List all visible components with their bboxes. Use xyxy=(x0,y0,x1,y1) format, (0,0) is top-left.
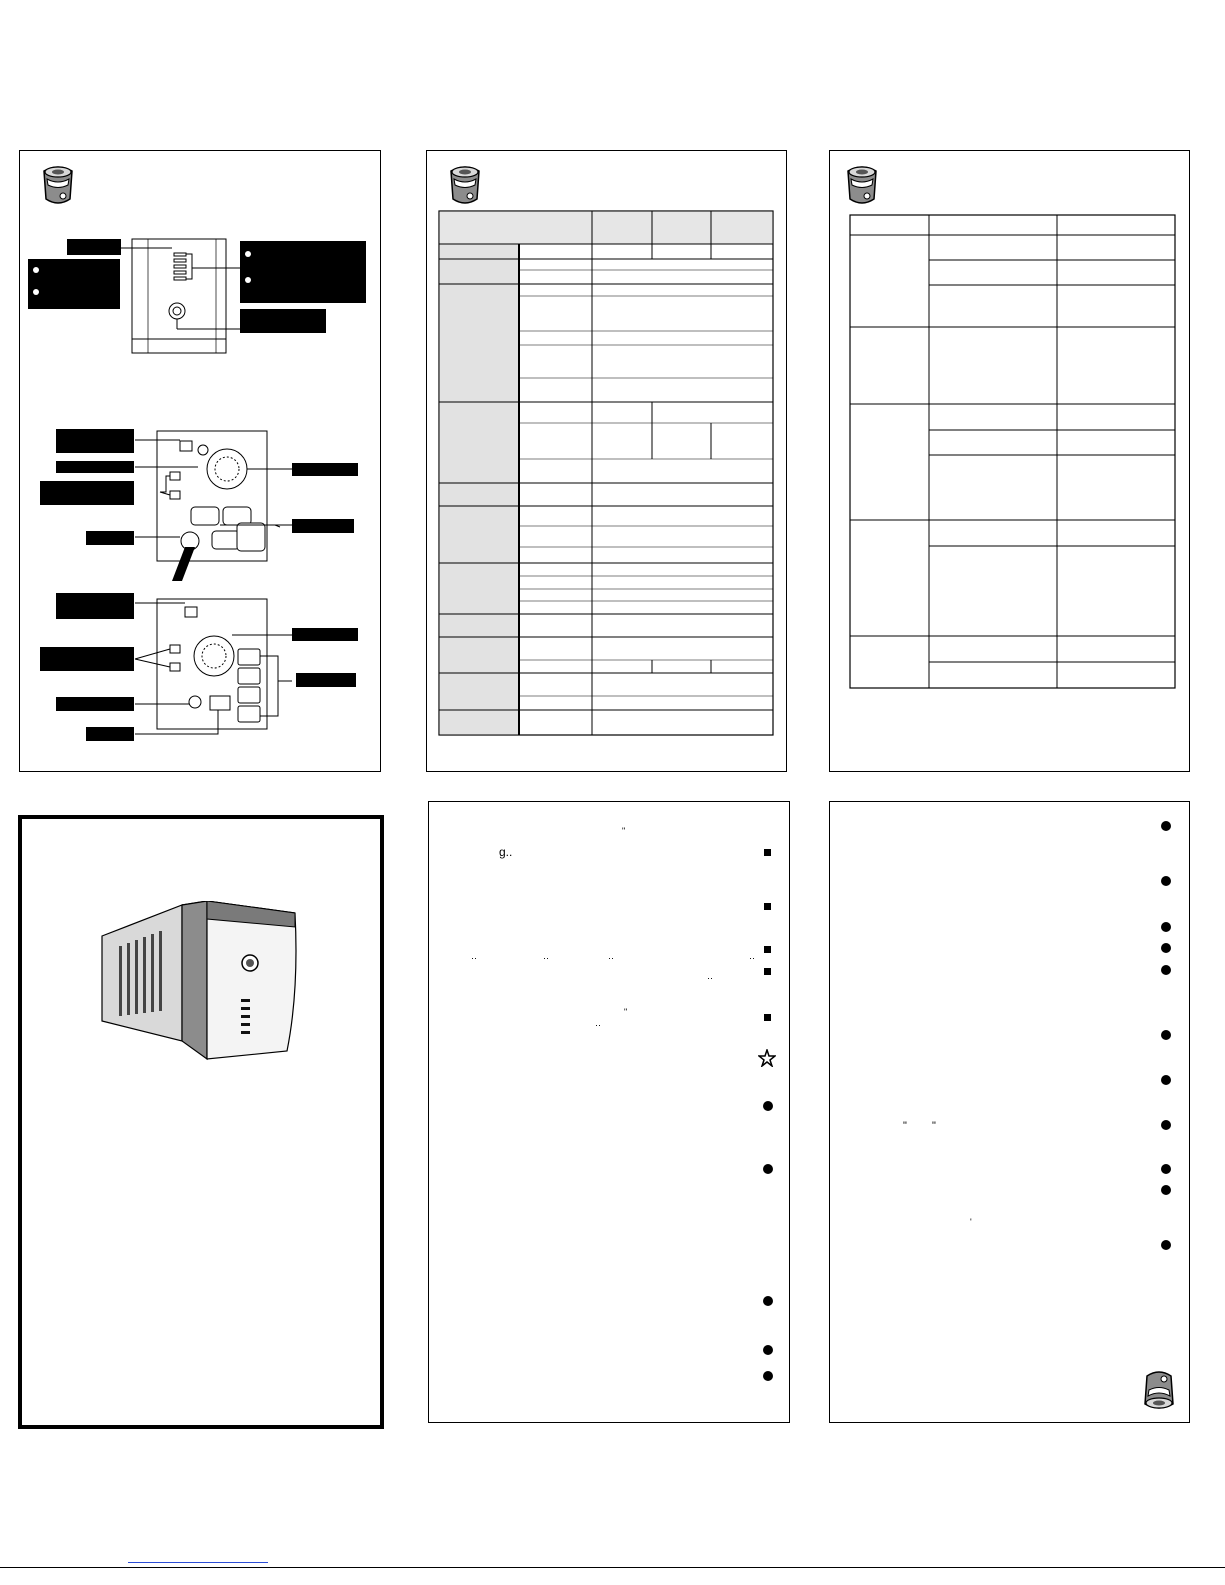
circle-bullet-icon xyxy=(763,1345,773,1355)
bullet xyxy=(245,251,251,257)
scan-speck: ‥ xyxy=(608,951,615,961)
circle-bullet-icon xyxy=(763,1164,773,1174)
callout-rear-b-modem xyxy=(40,647,134,671)
bullet xyxy=(33,289,39,295)
callout-rear-b-input xyxy=(86,727,134,741)
page-footer-rule xyxy=(0,1567,1225,1568)
scan-speck: ‥ xyxy=(749,951,756,961)
callout-rear-b-outlets xyxy=(296,673,356,687)
callout-rear-a-outlets xyxy=(292,519,354,533)
callout-led-list xyxy=(28,259,120,309)
bullet xyxy=(245,277,251,283)
callout-rear-a-breaker xyxy=(56,461,134,473)
circle-bullet-icon xyxy=(1161,943,1171,953)
troubleshooting-table xyxy=(830,151,1190,771)
circle-bullet-icon xyxy=(763,1371,773,1381)
callout-rear-a-cord xyxy=(86,531,134,545)
callout-indicators xyxy=(240,241,366,303)
footer-link[interactable] xyxy=(128,1562,268,1563)
callout-rear-b-serial xyxy=(56,593,134,619)
circle-bullet-icon xyxy=(1161,1120,1171,1130)
square-bullet-icon xyxy=(764,1014,771,1021)
troubleshooting-panel xyxy=(829,150,1190,772)
specifications-panel xyxy=(426,150,787,772)
circle-bullet-icon xyxy=(763,1101,773,1111)
square-bullet-icon xyxy=(764,849,771,856)
circle-bullet-icon xyxy=(1161,876,1171,886)
circle-bullet-icon xyxy=(1161,1240,1171,1250)
callout-rear-b-breaker xyxy=(56,697,134,711)
callout-rear-a-fan xyxy=(292,463,358,476)
scan-speck: ‥ xyxy=(543,951,550,961)
ups-unit-image xyxy=(97,901,317,1071)
star-bullet-icon xyxy=(758,1049,776,1067)
scan-speck: g.. xyxy=(499,845,513,859)
circle-bullet-icon xyxy=(1161,821,1171,831)
installation-panel xyxy=(428,801,790,1423)
callout-status xyxy=(67,239,121,255)
circle-bullet-icon xyxy=(1161,1075,1171,1085)
callout-rear-a-modem xyxy=(40,481,134,505)
square-bullet-icon xyxy=(764,903,771,910)
scan-speck: " xyxy=(622,826,626,836)
scan-speck: ‥ xyxy=(707,971,714,981)
scan-speck: ‥ xyxy=(471,951,478,961)
cover-panel xyxy=(18,815,384,1429)
callout-rear-b-fan xyxy=(292,628,358,641)
front-rear-diagram-panel xyxy=(19,150,381,772)
callout-rear-a-serial xyxy=(56,429,134,453)
safety-panel xyxy=(829,801,1190,1423)
circle-bullet-icon xyxy=(1161,1164,1171,1174)
square-bullet-icon xyxy=(764,968,771,975)
circle-bullet-icon xyxy=(763,1296,773,1306)
circle-bullet-icon xyxy=(1161,965,1171,975)
bullet xyxy=(33,267,39,273)
circle-bullet-icon xyxy=(1161,1185,1171,1195)
square-bullet-icon xyxy=(764,946,771,953)
scan-speck: " xyxy=(903,1120,907,1132)
ups-mascot-icon xyxy=(1141,1368,1177,1412)
circle-bullet-icon xyxy=(1161,1030,1171,1040)
scan-speck: ' xyxy=(970,1217,972,1227)
specifications-table xyxy=(427,151,787,771)
scan-speck: ‥ xyxy=(595,1018,602,1028)
scan-speck: " xyxy=(624,1007,628,1017)
circle-bullet-icon xyxy=(1161,922,1171,932)
callout-power-switch xyxy=(240,309,326,333)
scan-speck: " xyxy=(932,1120,936,1132)
